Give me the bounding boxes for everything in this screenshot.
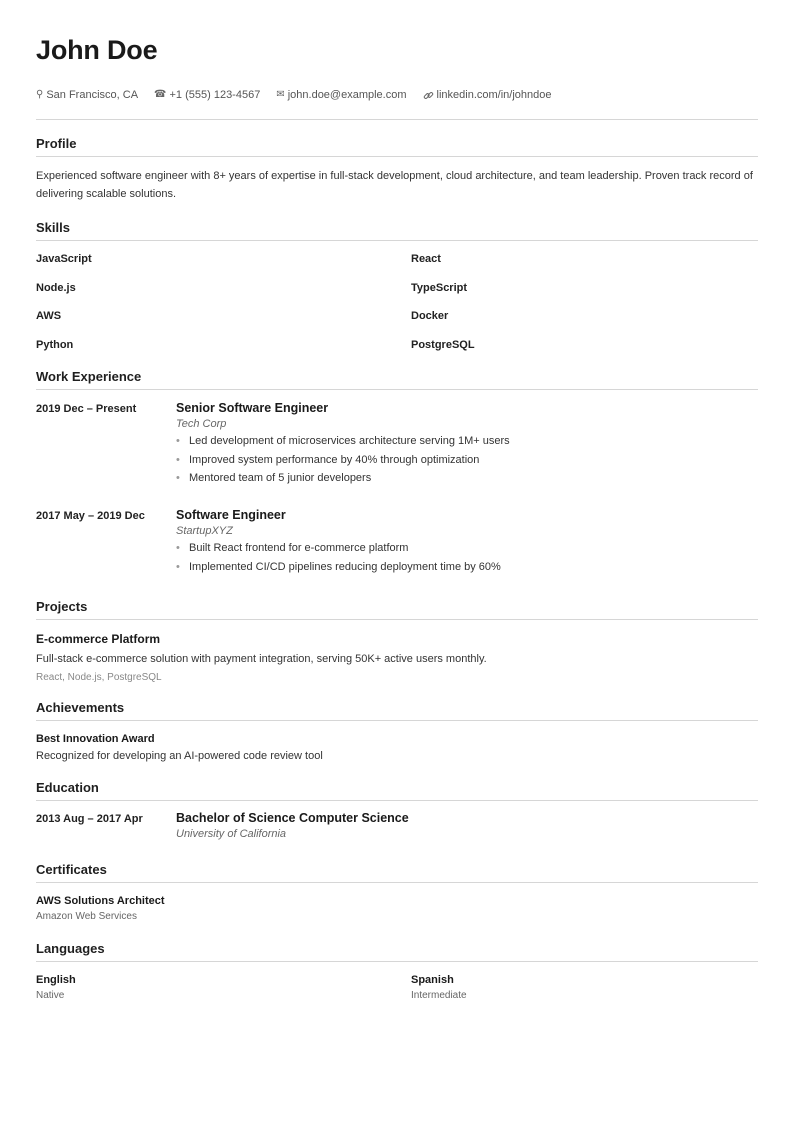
language-entry (36, 974, 411, 1001)
candidate-name: John Doe (36, 35, 158, 65)
mail-icon: ✉ (276, 89, 285, 100)
skill-item: PostgreSQL (411, 339, 475, 352)
contact-email[interactable] (276, 89, 406, 101)
profile-section (36, 136, 758, 203)
job-date: 2017 May – 2019 Dec (36, 510, 145, 522)
job-bullet: • Built React frontend for e-commerce platform (176, 542, 409, 554)
section-title-profile: Profile (36, 136, 758, 157)
contact-row (36, 89, 567, 101)
job-title: Senior Software Engineer (176, 401, 329, 415)
language-name: English (36, 974, 76, 986)
job-company: StartupXYZ (176, 525, 233, 537)
project-name: E-commerce Platform (36, 632, 161, 646)
contact-phone (154, 89, 260, 101)
job-detail (176, 508, 758, 579)
header-divider (36, 119, 758, 120)
skill-item: React (411, 253, 441, 265)
section-title-education: Education (36, 780, 758, 801)
education-school: University of California (176, 828, 287, 840)
certificate-name: AWS Solutions Architect (36, 895, 165, 907)
achievements-section (36, 700, 758, 762)
section-title-certificates: Certificates (36, 862, 758, 883)
language-level: Native (36, 990, 65, 1001)
job-entry (36, 401, 758, 491)
job-company: Tech Corp (176, 418, 227, 430)
languages-section (36, 941, 758, 1001)
job-date: 2019 Dec – Present (36, 403, 137, 415)
section-title-languages: Languages (36, 941, 758, 962)
education-degree: Bachelor of Science Computer Science (176, 811, 409, 825)
achievement-name: Best Innovation Award (36, 733, 155, 745)
achievement-description: Recognized for developing an AI-powered code review tool (36, 750, 323, 762)
job-bullet: • Led development of microservices architecture serving 1M+ users (176, 435, 510, 447)
job-bullets (176, 435, 758, 491)
section-title-experience: Work Experience (36, 369, 758, 390)
skills-section (36, 220, 758, 368)
contact-location (36, 89, 138, 101)
skills-grid (36, 253, 758, 368)
certificate-entry (36, 895, 758, 922)
job-bullet: • Mentored team of 5 junior developers (176, 472, 372, 485)
email-link[interactable]: john.doe@example.com (287, 89, 407, 101)
job-entry (36, 508, 758, 579)
experience-section (36, 369, 758, 390)
phone-text: +1 (555) 123-4567 (169, 89, 261, 101)
language-entry (411, 974, 758, 1001)
section-title-skills: Skills (36, 220, 758, 241)
languages-grid (36, 974, 758, 1001)
phone-icon: ☎ (154, 89, 167, 100)
link-icon (423, 90, 434, 101)
job-bullet: • Improved system performance by 40% through optimization (176, 453, 480, 466)
certificate-issuer: Amazon Web Services (36, 911, 137, 922)
language-level: Intermediate (411, 990, 467, 1001)
job-bullet: • Implemented CI/CD pipelines reducing deployment time by 60% (176, 560, 501, 573)
education-detail (176, 811, 758, 840)
education-date: 2013 Aug – 2017 Apr (36, 813, 143, 825)
job-bullets (176, 542, 758, 579)
location-pin-icon: ⚲ (36, 89, 44, 100)
location-text: San Francisco, CA (46, 89, 139, 101)
education-entry (36, 811, 758, 840)
project-description: Full-stack e-commerce solution with payment integration, serving 50K+ active users monthly. (36, 653, 487, 665)
skill-item: JavaScript (36, 253, 92, 265)
profile-summary: Experienced software engineer with 8+ years of expertise in full-stack development, cloud architecture, and team leadership. Proven track record of delivering scalable solutions. (36, 170, 753, 200)
project-entry (36, 632, 758, 683)
contact-linkedin[interactable] (423, 89, 552, 101)
language-name: Spanish (411, 974, 454, 986)
skill-item: Docker (411, 310, 449, 323)
skill-item: Node.js (36, 281, 76, 294)
linkedin-link[interactable]: linkedin.com/in/johndoe (436, 89, 552, 101)
job-title: Software Engineer (176, 508, 286, 522)
skill-item: Python (36, 339, 74, 352)
project-tech: React, Node.js, PostgreSQL (36, 672, 162, 683)
skill-item: TypeScript (411, 281, 468, 294)
certificates-section (36, 862, 758, 922)
job-detail (176, 401, 758, 491)
education-section (36, 780, 758, 801)
skill-item: AWS (36, 310, 62, 323)
achievement-entry (36, 733, 758, 762)
projects-section (36, 599, 758, 683)
section-title-projects: Projects (36, 599, 758, 620)
section-title-achievements: Achievements (36, 700, 758, 721)
